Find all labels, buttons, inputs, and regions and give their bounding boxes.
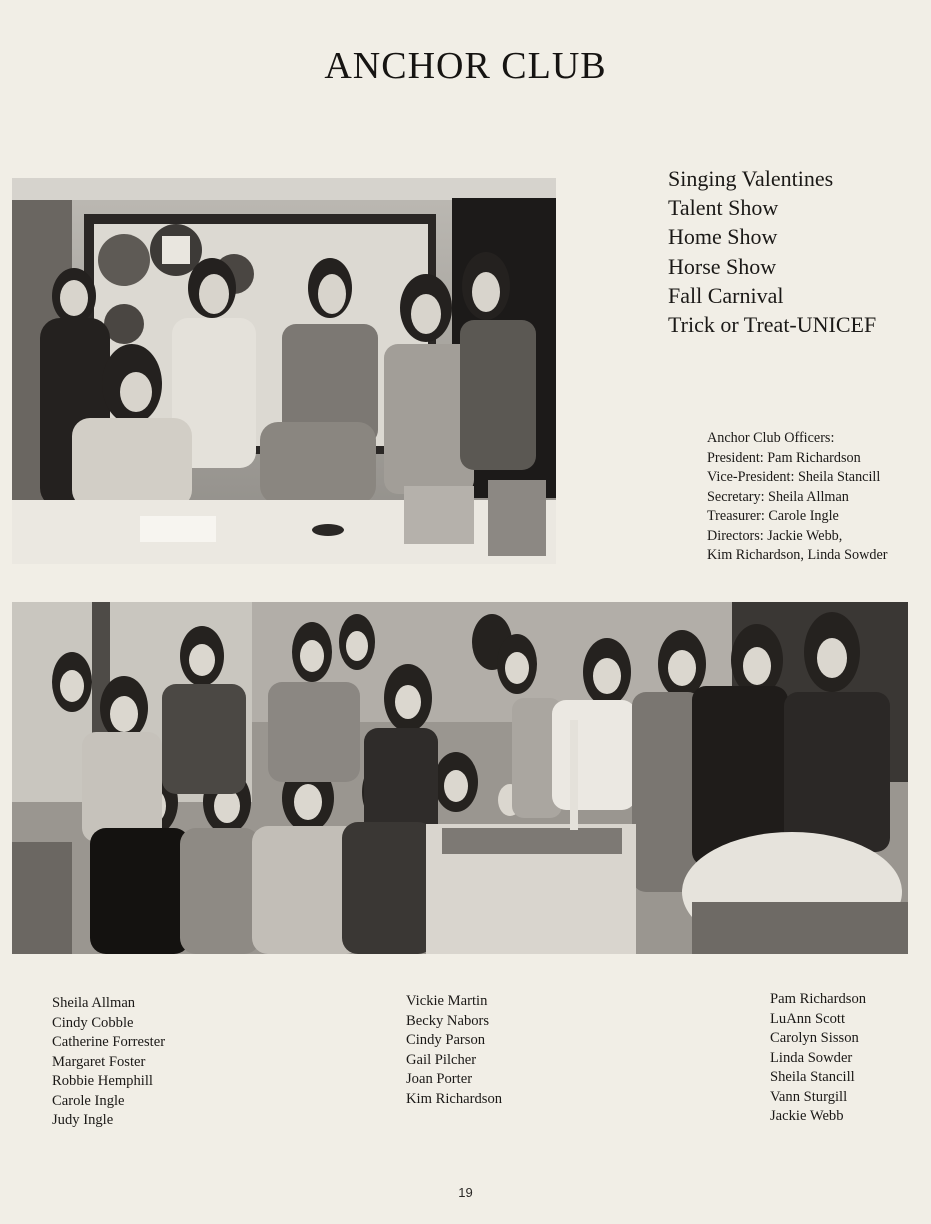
member-name: Carolyn Sisson: [770, 1030, 859, 1046]
member-names-column-1: [52, 994, 165, 1131]
activity-item: Trick or Treat-UNICEF: [668, 312, 877, 338]
activity-item: Fall Carnival: [668, 282, 784, 308]
member-name: Gail Pilcher: [406, 1051, 477, 1068]
officers-group-photo: [12, 178, 556, 564]
officer-line: President: Pam Richardson: [707, 449, 861, 466]
member-name: Vickie Martin: [406, 993, 488, 1009]
member-name: Becky Nabors: [406, 1012, 490, 1029]
member-name: Cindy Cobble: [52, 1014, 134, 1031]
member-names-column-2: [406, 992, 502, 1109]
member-name: Cindy Parson: [406, 1032, 486, 1048]
activity-item: Singing Valentines: [668, 166, 834, 191]
officer-line: Vice-President: Sheila Stancill: [707, 469, 881, 485]
officers-heading: Anchor Club Officers:: [707, 430, 835, 446]
member-names-column-3: [770, 990, 866, 1127]
member-name: Sheila Allman: [52, 995, 136, 1011]
page-number: 19: [458, 1185, 473, 1200]
activity-item: Home Show: [668, 224, 778, 250]
member-name: Pam Richardson: [770, 991, 867, 1007]
member-name: Vann Sturgill: [770, 1088, 848, 1105]
member-name: Margaret Foster: [52, 1053, 146, 1070]
member-name: LuAnn Scott: [770, 1010, 845, 1027]
activity-item: Horse Show: [668, 253, 777, 279]
page-title: ANCHOR CLUB: [324, 45, 607, 87]
member-name: Robbie Hemphill: [52, 1073, 153, 1089]
activities-list: [668, 164, 928, 339]
officer-line: Treasurer: Carole Ingle: [707, 508, 839, 524]
member-name: Catherine Forrester: [52, 1034, 166, 1050]
officer-line: Kim Richardson, Linda Sowder: [707, 547, 888, 563]
member-name: Judy Ingle: [52, 1112, 114, 1128]
member-name: Linda Sowder: [770, 1049, 853, 1066]
member-name: Joan Porter: [406, 1071, 473, 1087]
members-group-photo: [12, 602, 908, 954]
member-name: Sheila Stancill: [770, 1069, 855, 1085]
member-name: Jackie Webb: [770, 1108, 844, 1124]
member-name: Carole Ingle: [52, 1092, 125, 1109]
officers-caption: [707, 429, 929, 566]
activity-item: Talent Show: [668, 195, 779, 221]
officer-line: Secretary: Sheila Allman: [707, 488, 849, 505]
member-name: Kim Richardson: [406, 1090, 503, 1107]
officer-line: Directors: Jackie Webb,: [707, 527, 843, 544]
